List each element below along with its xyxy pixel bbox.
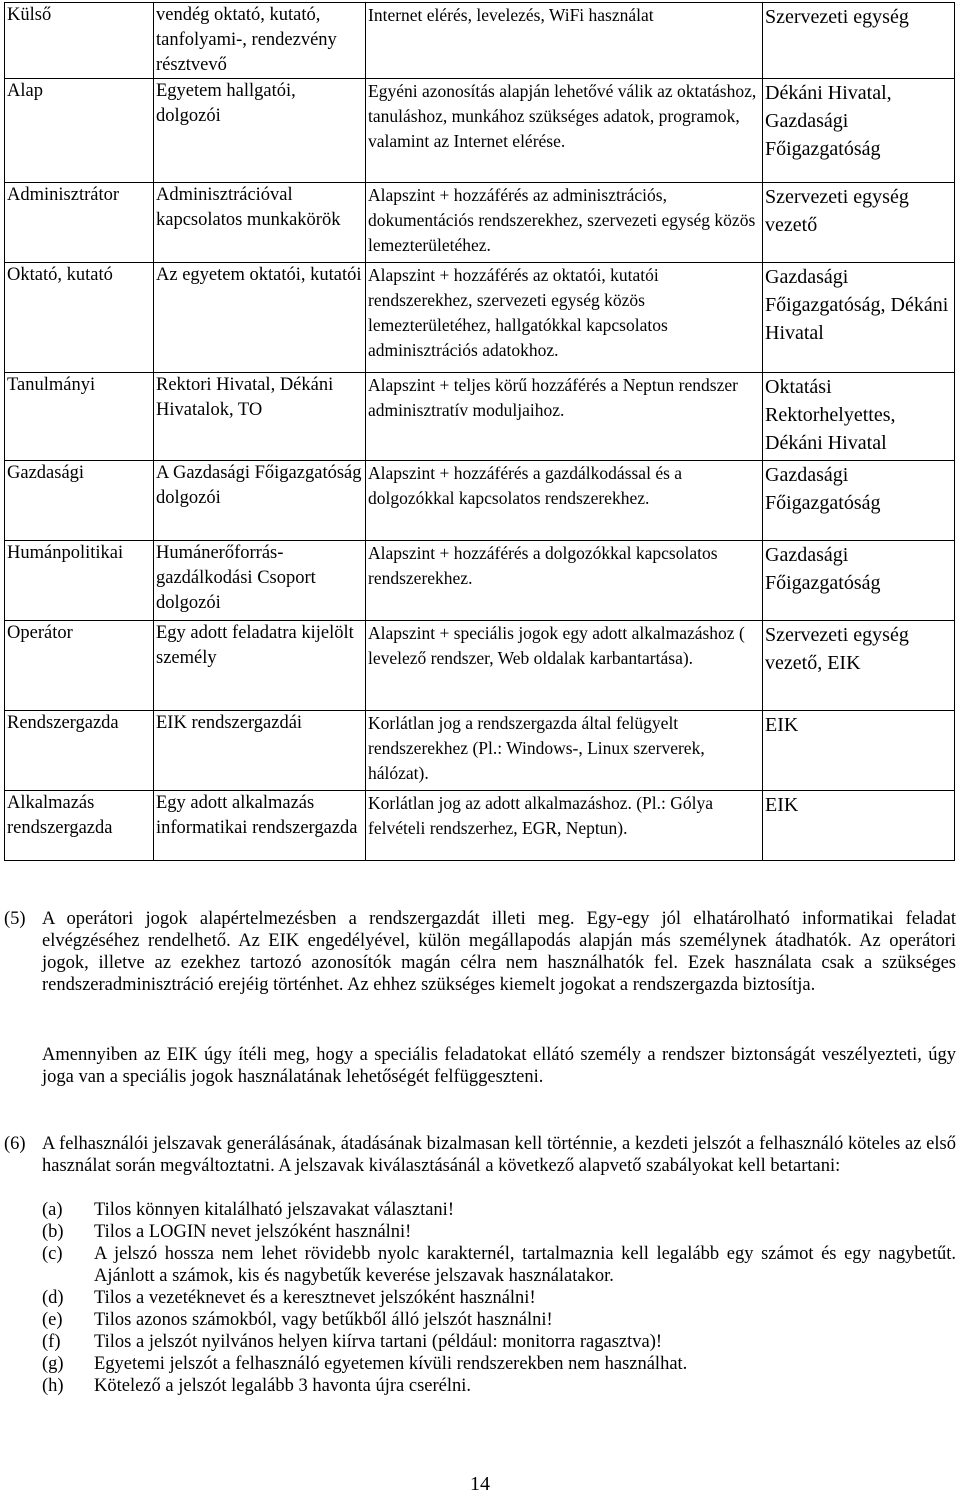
role-cell: Alkalmazás rendszergazda: [5, 791, 154, 861]
table-row: [5, 791, 955, 861]
table-row: [5, 461, 955, 541]
users-cell: Egyetem hallgatói, dolgozói: [154, 79, 366, 183]
approver-cell: Szervezeti egység vezető: [763, 183, 955, 263]
rights-cell: Alapszint + teljes körű hozzáférés a Neptun rendszer adminisztratív moduljaihoz.: [366, 373, 763, 461]
role-cell: Külső: [5, 3, 154, 79]
list-item: [42, 1331, 956, 1353]
approver-cell: EIK: [763, 711, 955, 791]
table-row: [5, 183, 955, 263]
list-item-text: Tilos a LOGIN nevet jelszóként használni!: [94, 1222, 412, 1242]
role-cell: Alap: [5, 79, 154, 183]
list-item: [42, 1287, 956, 1309]
approver-cell: Gazdasági Főigazgatóság: [763, 461, 955, 541]
users-cell: Adminisztrációval kapcsolatos munkakörök: [154, 183, 366, 263]
users-cell: Humánerőforrás-gazdálkodási Csoport dolgozói: [154, 541, 366, 621]
role-cell: Gazdasági: [5, 461, 154, 541]
password-rules-list: [42, 1199, 956, 1397]
table-row: [5, 79, 955, 183]
list-item: [42, 1221, 956, 1243]
list-item-label: (g): [42, 1354, 64, 1374]
list-item-text: A jelszó hossza nem lehet rövidebb nyolc karakternél, tartalmaznia kell legalább egy számot és egy nagybetűt. Ajánlott a számok, kis és nagybetűk keverése jelszavak használatakor.: [94, 1244, 956, 1286]
list-item-label: (d): [42, 1288, 64, 1308]
users-cell: EIK rendszergazdái: [154, 711, 366, 791]
approver-cell: EIK: [763, 791, 955, 861]
role-cell: Operátor: [5, 621, 154, 711]
approver-cell: Dékáni Hivatal, Gazdasági Főigazgatóság: [763, 79, 955, 183]
list-item-text: Tilos a vezetéknevet és a keresztnevet jelszóként használni!: [94, 1288, 536, 1308]
rights-cell: Alapszint + hozzáférés az oktatói, kutatói rendszerekhez, szervezeti egység közös lemezterületéhez, hallgatókkal kapcsolatos adminisztrációs adatokhoz.: [366, 263, 763, 373]
section-5-paragraph-2: Amennyiben az EIK úgy ítéli meg, hogy a speciális feladatokat ellátó személy a rendszer biztonságát veszélyezteti, úgy joga van a speciális jogok használatának lehetőségét felfüggeszteni.: [42, 1045, 956, 1087]
rights-cell: Alapszint + hozzáférés a dolgozókkal kapcsolatos rendszerekhez.: [366, 541, 763, 621]
approver-cell: Gazdasági Főigazgatóság, Dékáni Hivatal: [763, 263, 955, 373]
section-number: (6): [4, 1134, 26, 1154]
rights-cell: Korlátlan jog az adott alkalmazáshoz. (Pl.: Gólya felvételi rendszerhez, EGR, Neptun).: [366, 791, 763, 861]
rights-cell: Alapszint + hozzáférés az adminisztrációs, dokumentációs rendszerekhez, szervezeti egység közös lemezterületéhez.: [366, 183, 763, 263]
rights-cell: Alapszint + speciális jogok egy adott alkalmazáshoz ( levelező rendszer, Web oldalak karbantartása).: [366, 621, 763, 711]
list-item: [42, 1199, 956, 1221]
approver-cell: Oktatási Rektorhelyettes, Dékáni Hivatal: [763, 373, 955, 461]
users-cell: vendég oktató, kutató, tanfolyami-, rendezvény résztvevő: [154, 3, 366, 79]
table-row: [5, 621, 955, 711]
role-cell: Adminisztrátor: [5, 183, 154, 263]
list-item-text: Egyetemi jelszót a felhasználó egyetemen kívüli rendszerekben nem használhat.: [94, 1354, 688, 1374]
list-item-label: (h): [42, 1376, 64, 1396]
users-cell: A Gazdasági Főigazgatóság dolgozói: [154, 461, 366, 541]
list-item-text: Kötelező a jelszót legalább 3 havonta újra cserélni.: [94, 1376, 472, 1396]
users-cell: Az egyetem oktatói, kutatói: [154, 263, 366, 373]
list-item-label: (b): [42, 1222, 64, 1242]
list-item-text: Tilos azonos számokból, vagy betűkből álló jelszót használni!: [94, 1310, 553, 1330]
users-cell: Egy adott alkalmazás informatikai rendszergazda: [154, 791, 366, 861]
role-cell: Humánpolitikai: [5, 541, 154, 621]
section-number: (5): [4, 909, 26, 929]
list-item: [42, 1243, 956, 1287]
section-6-paragraph: A felhasználói jelszavak generálásának, átadásának bizalmasan kell történnie, a kezdeti jelszót a felhasználó köteles az első használat során megváltoztatni. A jelszavak kiválasztásánál a következő alapvető szabályokat kell betartani:: [42, 1134, 956, 1176]
list-item-label: (a): [42, 1200, 63, 1220]
list-item-label: (f): [42, 1332, 61, 1352]
role-cell: Oktató, kutató: [5, 263, 154, 373]
rights-cell: Korlátlan jog a rendszergazda által felügyelt rendszerekhez (Pl.: Windows-, Linux szerverek, hálózat).: [366, 711, 763, 791]
section-5-paragraph: A operátori jogok alapértelmezésben a rendszergazdát illeti meg. Egy-egy jól elhatárolható informatikai feladat elvégzéséhez rendelhető. Az EIK engedélyével, külön megállapodás alapján más személynek átadhatók. Az operátori jogok, illetve az ezekhez tartozó azonosítók magán célra nem használhatók fel. Ezek használata csak a szükséges rendszeradminisztráció erejéig történhet. Az ehhez szükséges kiemelt jogokat a rendszergazda biztosítja.: [42, 909, 956, 995]
role-cell: Rendszergazda: [5, 711, 154, 791]
page-number: 14: [470, 1473, 490, 1495]
users-cell: Rektori Hivatal, Dékáni Hivatalok, TO: [154, 373, 366, 461]
rights-cell: Egyéni azonosítás alapján lehetővé válik az oktatáshoz, tanuláshoz, munkához szükséges adatok, programok, valamint az Internet elérése.: [366, 79, 763, 183]
approver-cell: Gazdasági Főigazgatóság: [763, 541, 955, 621]
list-item-label: (e): [42, 1310, 63, 1330]
role-cell: Tanulmányi: [5, 373, 154, 461]
table-row: [5, 3, 955, 79]
list-item: [42, 1353, 956, 1375]
rights-cell: Internet elérés, levelezés, WiFi használat: [366, 3, 763, 79]
approver-cell: Szervezeti egység vezető, EIK: [763, 621, 955, 711]
rights-cell: Alapszint + hozzáférés a gazdálkodással és a dolgozókkal kapcsolatos rendszerekhez.: [366, 461, 763, 541]
access-levels-table: [4, 2, 955, 861]
list-item-label: (c): [42, 1244, 63, 1264]
approver-cell: Szervezeti egység: [763, 3, 955, 79]
list-item-text: Tilos a jelszót nyilvános helyen kiírva tartani (például: monitorra ragasztva)!: [94, 1332, 663, 1352]
list-item-text: Tilos könnyen kitalálható jelszavakat választani!: [94, 1200, 454, 1220]
table-row: [5, 373, 955, 461]
list-item: [42, 1309, 956, 1331]
table-row: [5, 711, 955, 791]
table-row: [5, 263, 955, 373]
list-item: [42, 1375, 956, 1397]
users-cell: Egy adott feladatra kijelölt személy: [154, 621, 366, 711]
table-row: [5, 541, 955, 621]
